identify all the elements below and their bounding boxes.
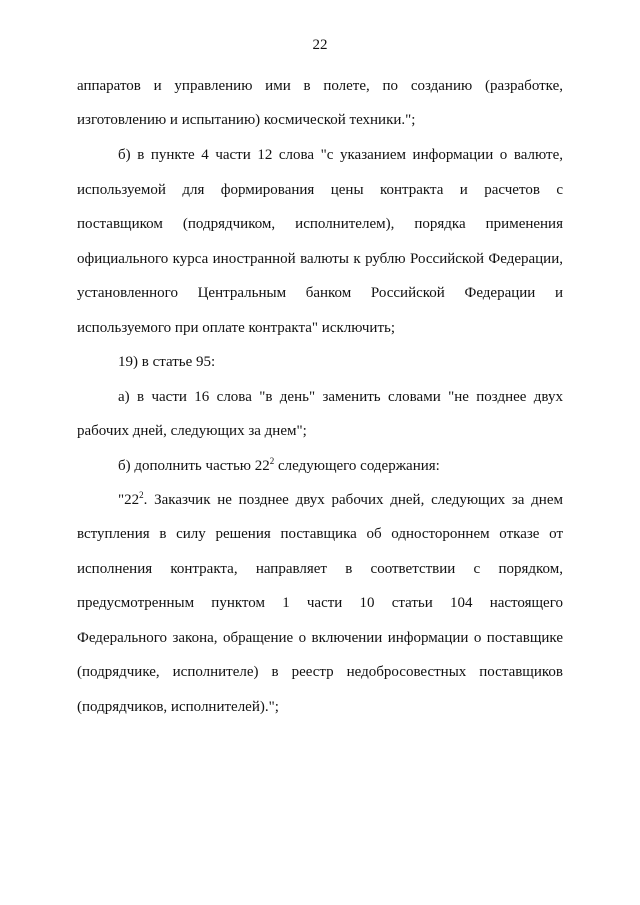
text-fragment: б) дополнить частью 22 — [118, 458, 270, 474]
superscript: 2 — [139, 490, 144, 500]
text-line: используемого при оплате контракта" исключить; — [77, 320, 396, 336]
text-line: б) в пункте 4 части 12 слова "с указанием информации о валюте, — [118, 147, 563, 163]
text-line — [118, 490, 563, 510]
page-number: 22 — [312, 37, 328, 53]
text-line: рабочих дней, следующих за днем"; — [77, 423, 307, 439]
text-fragment: "22 — [118, 492, 140, 508]
superscript: 2 — [269, 456, 275, 466]
text-line: (подрядчике, исполнителе) в реестр недобросовестных поставщиков — [77, 664, 563, 680]
text-line: предусмотренным пунктом 1 части 10 статьи 104 настоящего — [77, 595, 563, 611]
text-line: поставщиком (подрядчиком, исполнителем), порядка применения — [77, 216, 563, 232]
text-line: аппаратов и управлению ими в полете, по созданию (разработке, — [77, 78, 563, 94]
text-line: а) в части 16 слова "в день" заменить словами "не позднее двух — [118, 389, 563, 405]
text-line: вступления в силу решения поставщика об одностороннем отказе от — [77, 526, 563, 542]
text-line: 19) в статье 95: — [118, 354, 216, 370]
text-fragment: следующего содержания: — [274, 458, 440, 474]
text-line: Федерального закона, обращение о включении информации о поставщике — [77, 630, 563, 646]
text-fragment: . Заказчик не позднее двух рабочих дней, следующих за днем — [143, 492, 563, 508]
text-line: исполнения контракта, направляет в соответствии с порядком, — [77, 561, 563, 577]
text-line: официального курса иностранной валюты к рублю Российской Федерации, — [77, 251, 563, 267]
text-line — [118, 456, 563, 476]
text-line: установленного Центральным банком Российской Федерации и — [77, 285, 563, 301]
text-line: (подрядчиков, исполнителей)."; — [77, 699, 279, 715]
text-line: используемой для формирования цены контракта и расчетов с — [77, 182, 563, 198]
text-line: изготовлению и испытанию) космической техники."; — [77, 112, 416, 128]
